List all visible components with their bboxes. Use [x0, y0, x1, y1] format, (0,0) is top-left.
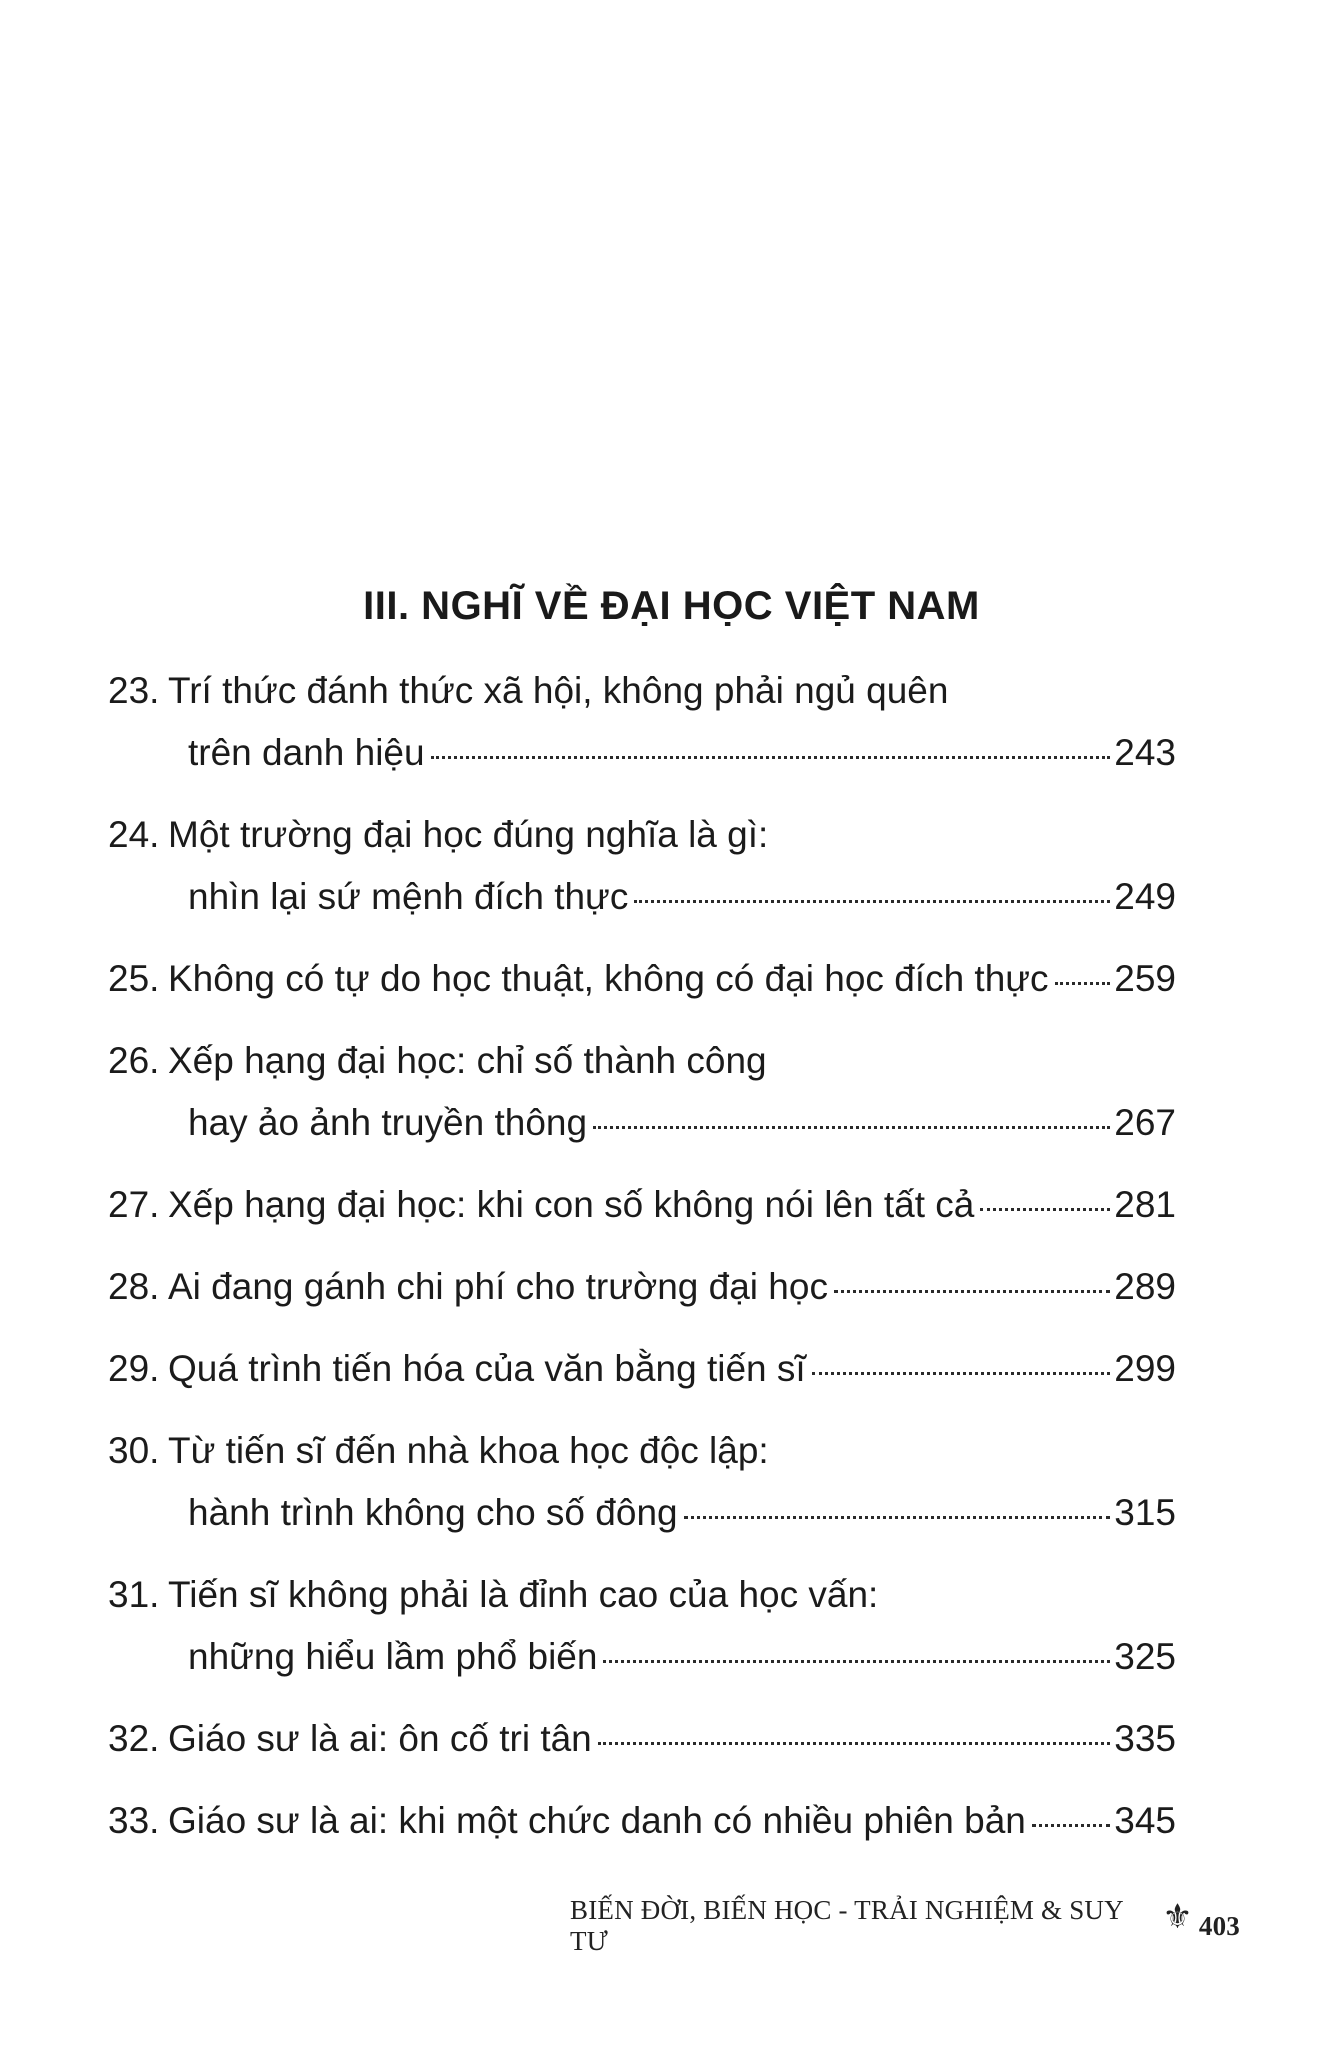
toc-entry-number: 24. [108, 814, 160, 855]
toc-entry [108, 1420, 1176, 1544]
toc-entry-line [108, 1256, 1176, 1318]
toc-entry-title: trên danh hiệu [188, 732, 425, 773]
toc-entry-line [108, 1626, 1176, 1688]
toc-entry-number: 27. [108, 1184, 160, 1225]
toc-entry-title: hay ảo ảnh truyền thông [188, 1102, 588, 1143]
toc-entry-title: Ai đang gánh chi phí cho trường đại học [168, 1266, 828, 1307]
toc-entry-number: 31. [108, 1574, 160, 1615]
page-number: 403 [1198, 1910, 1240, 1941]
dot-leader [812, 1371, 1111, 1375]
toc-entry-title: Tiến sĩ không phải là đỉnh cao của học vấn: [168, 1574, 879, 1615]
toc-entry-line [108, 804, 1176, 866]
toc-entry [108, 1790, 1176, 1852]
toc-entry-line [108, 1338, 1176, 1400]
dot-leader [598, 1741, 1111, 1745]
toc-entry-page: 325 [1114, 1636, 1176, 1677]
toc-entry [108, 1174, 1176, 1236]
dot-leader [684, 1515, 1111, 1519]
toc-entry-line [108, 1092, 1176, 1154]
dot-leader [980, 1207, 1110, 1211]
toc-entry-line [108, 948, 1176, 1010]
toc-entry-title: nhìn lại sứ mệnh đích thực [188, 876, 629, 917]
toc-entry-line [108, 866, 1176, 928]
toc-entry-page: 345 [1114, 1800, 1176, 1841]
toc-entry-title: Xếp hạng đại học: khi con số không nói lên tất cả [168, 1184, 975, 1225]
toc-entry-title: Xếp hạng đại học: chỉ số thành công [168, 1040, 767, 1081]
toc-entry-line [108, 1482, 1176, 1544]
toc-entry-title: hành trình không cho số đông [188, 1492, 678, 1533]
toc-entry-title: những hiểu lầm phổ biến [188, 1636, 598, 1677]
toc-entry-line [108, 1174, 1176, 1236]
dot-leader [593, 1125, 1110, 1129]
page-footer [570, 1895, 1240, 1957]
running-title: BIẾN ĐỜI, BIẾN HỌC - TRẢI NGHIỆM & SUY TƯ [570, 1895, 1123, 1956]
toc-entry-number: 30. [108, 1430, 160, 1471]
toc-entry-number: 26. [108, 1040, 160, 1081]
toc-entry-page: 299 [1114, 1348, 1176, 1389]
toc-entry-number: 33. [108, 1800, 160, 1841]
toc-entry-number: 28. [108, 1266, 160, 1307]
toc-entry-page: 289 [1114, 1266, 1176, 1307]
toc-entry-title: Không có tự do học thuật, không có đại học đích thực [168, 958, 1049, 999]
toc-entry-number: 25. [108, 958, 160, 999]
table-of-contents [108, 660, 1176, 1872]
toc-entry-line [108, 722, 1176, 784]
dot-leader [1055, 981, 1111, 985]
dot-leader [834, 1289, 1110, 1293]
toc-entry [108, 1030, 1176, 1154]
toc-entry [108, 660, 1176, 784]
toc-entry-title: Trí thức đánh thức xã hội, không phải ngủ quên [168, 670, 949, 711]
dot-leader [603, 1659, 1110, 1663]
toc-entry-page: 335 [1114, 1718, 1176, 1759]
toc-entry-title: Giáo sư là ai: ôn cố tri tân [168, 1718, 592, 1759]
dot-leader [431, 755, 1111, 759]
toc-entry-page: 267 [1114, 1102, 1176, 1143]
dot-leader [634, 899, 1110, 903]
toc-entry [108, 804, 1176, 928]
dot-leader [1032, 1823, 1110, 1827]
toc-entry-line [108, 1708, 1176, 1770]
toc-entry [108, 1564, 1176, 1688]
toc-entry-line [108, 1564, 1176, 1626]
toc-entry-line [108, 1030, 1176, 1092]
toc-entry-line [108, 1790, 1176, 1852]
toc-entry-title: Từ tiến sĩ đến nhà khoa học độc lập: [168, 1430, 769, 1471]
toc-entry [108, 1708, 1176, 1770]
toc-entry-number: 32. [108, 1718, 160, 1759]
toc-entry-number: 23. [108, 670, 160, 711]
toc-entry-title: Một trường đại học đúng nghĩa là gì: [168, 814, 769, 855]
fleuron-ornament-icon: ⚜ [1162, 1899, 1193, 1936]
toc-entry-line [108, 1420, 1176, 1482]
toc-entry-title: Giáo sư là ai: khi một chức danh có nhiều phiên bản [168, 1800, 1026, 1841]
toc-entry-title: Quá trình tiến hóa của văn bằng tiến sĩ [168, 1348, 806, 1389]
toc-entry-page: 259 [1114, 958, 1176, 999]
toc-entry-page: 315 [1114, 1492, 1176, 1533]
toc-entry-number: 29. [108, 1348, 160, 1389]
toc-entry [108, 948, 1176, 1010]
toc-entry-page: 243 [1114, 732, 1176, 773]
toc-entry-page: 281 [1114, 1184, 1176, 1225]
toc-entry-page: 249 [1114, 876, 1176, 917]
toc-entry [108, 1256, 1176, 1318]
toc-entry [108, 1338, 1176, 1400]
toc-entry-line [108, 660, 1176, 722]
section-title: III. NGHĨ VỀ ĐẠI HỌC VIỆT NAM [363, 584, 980, 628]
